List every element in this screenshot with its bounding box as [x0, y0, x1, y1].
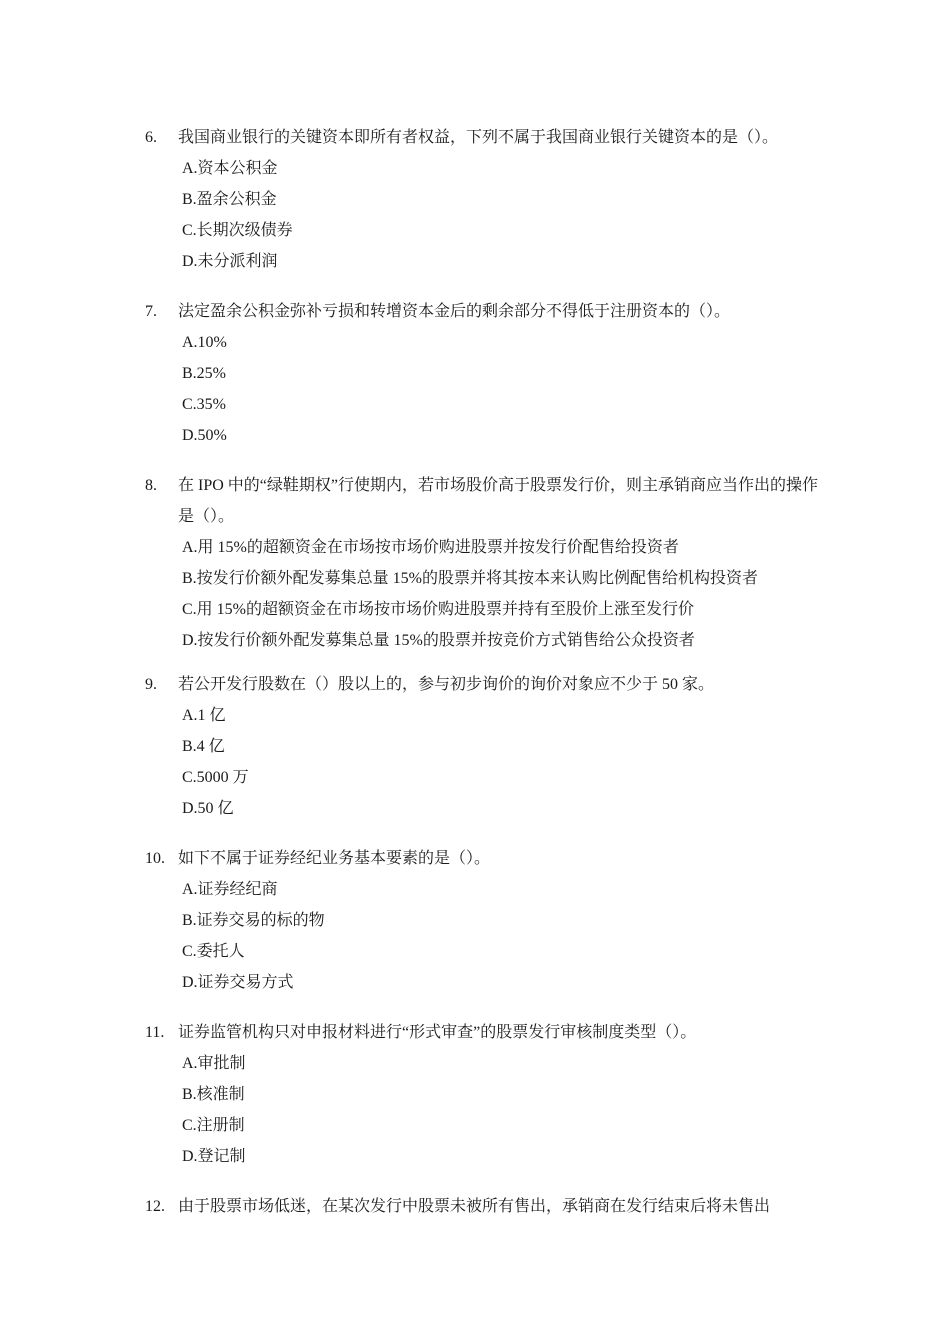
option-c: C.35% — [182, 396, 226, 413]
option-a: A.1 亿 — [182, 707, 226, 724]
option-list — [182, 874, 825, 998]
question-number: 8. — [145, 477, 157, 494]
question-text: 如下不属于证券经纪业务基本要素的是（）。 — [178, 850, 491, 867]
question-text: 在 IPO 中的“绿鞋期权”行使期内，若市场股价高于股票发行价，则主承销商应当作出的操作是（）。 — [178, 477, 818, 525]
option-b: B.盈余公积金 — [182, 191, 277, 208]
option-a: A.用 15%的超额资金在市场按市场价购进股票并按发行价配售给投资者 — [182, 539, 679, 556]
question-number: 10. — [145, 850, 165, 867]
question-text: 我国商业银行的关键资本即所有者权益，下列不属于我国商业银行关键资本的是（）。 — [178, 129, 779, 146]
question-text: 由于股票市场低迷，在某次发行中股票未被所有售出，承销商在发行结束后将未售出 — [178, 1198, 771, 1215]
question-text: 若公开发行股数在（）股以上的，参与初步询价的询价对象应不少于 50 家。 — [178, 676, 715, 693]
option-b: B.25% — [182, 365, 226, 382]
question-number: 6. — [145, 129, 157, 146]
question-7 — [145, 296, 825, 451]
option-d: D.登记制 — [182, 1148, 246, 1165]
option-list — [182, 327, 825, 451]
question-11 — [145, 1017, 825, 1172]
option-c: C.注册制 — [182, 1117, 245, 1134]
option-c: C.长期次级债券 — [182, 222, 293, 239]
option-b: B.核准制 — [182, 1086, 245, 1103]
option-list — [182, 153, 825, 277]
question-text: 法定盈余公积金弥补亏损和转增资本金后的剩余部分不得低于注册资本的（）。 — [178, 303, 731, 320]
question-text: 证券监管机构只对申报材料进行“形式审查”的股票发行审核制度类型（）。 — [178, 1024, 697, 1041]
option-a: A.资本公积金 — [182, 160, 278, 177]
option-d: D.50 亿 — [182, 800, 234, 817]
option-c: C.用 15%的超额资金在市场按市场价购进股票并持有至股价上涨至发行价 — [182, 601, 695, 618]
option-list — [182, 700, 825, 824]
question-number: 9. — [145, 676, 157, 693]
option-d: D.按发行价额外配发募集总量 15%的股票并按竞价方式销售给公众投资者 — [182, 632, 695, 649]
option-a: A.审批制 — [182, 1055, 246, 1072]
option-d: D.50% — [182, 427, 227, 444]
question-number: 7. — [145, 303, 157, 320]
option-a: A.10% — [182, 334, 227, 351]
option-c: C.5000 万 — [182, 769, 249, 786]
option-a: A.证券经纪商 — [182, 881, 278, 898]
question-6 — [145, 122, 825, 277]
question-9 — [145, 669, 825, 824]
question-12 — [145, 1191, 825, 1222]
option-b: B.按发行价额外配发募集总量 15%的股票并将其按本来认购比例配售给机构投资者 — [182, 570, 759, 587]
option-b: B.证券交易的标的物 — [182, 912, 325, 929]
option-d: D.未分派利润 — [182, 253, 278, 270]
question-8 — [145, 470, 825, 656]
option-b: B.4 亿 — [182, 738, 225, 755]
option-list — [182, 532, 825, 656]
question-number: 12. — [145, 1198, 165, 1215]
question-10 — [145, 843, 825, 998]
question-number: 11. — [145, 1024, 165, 1041]
option-d: D.证券交易方式 — [182, 974, 294, 991]
option-c: C.委托人 — [182, 943, 245, 960]
option-list — [182, 1048, 825, 1172]
